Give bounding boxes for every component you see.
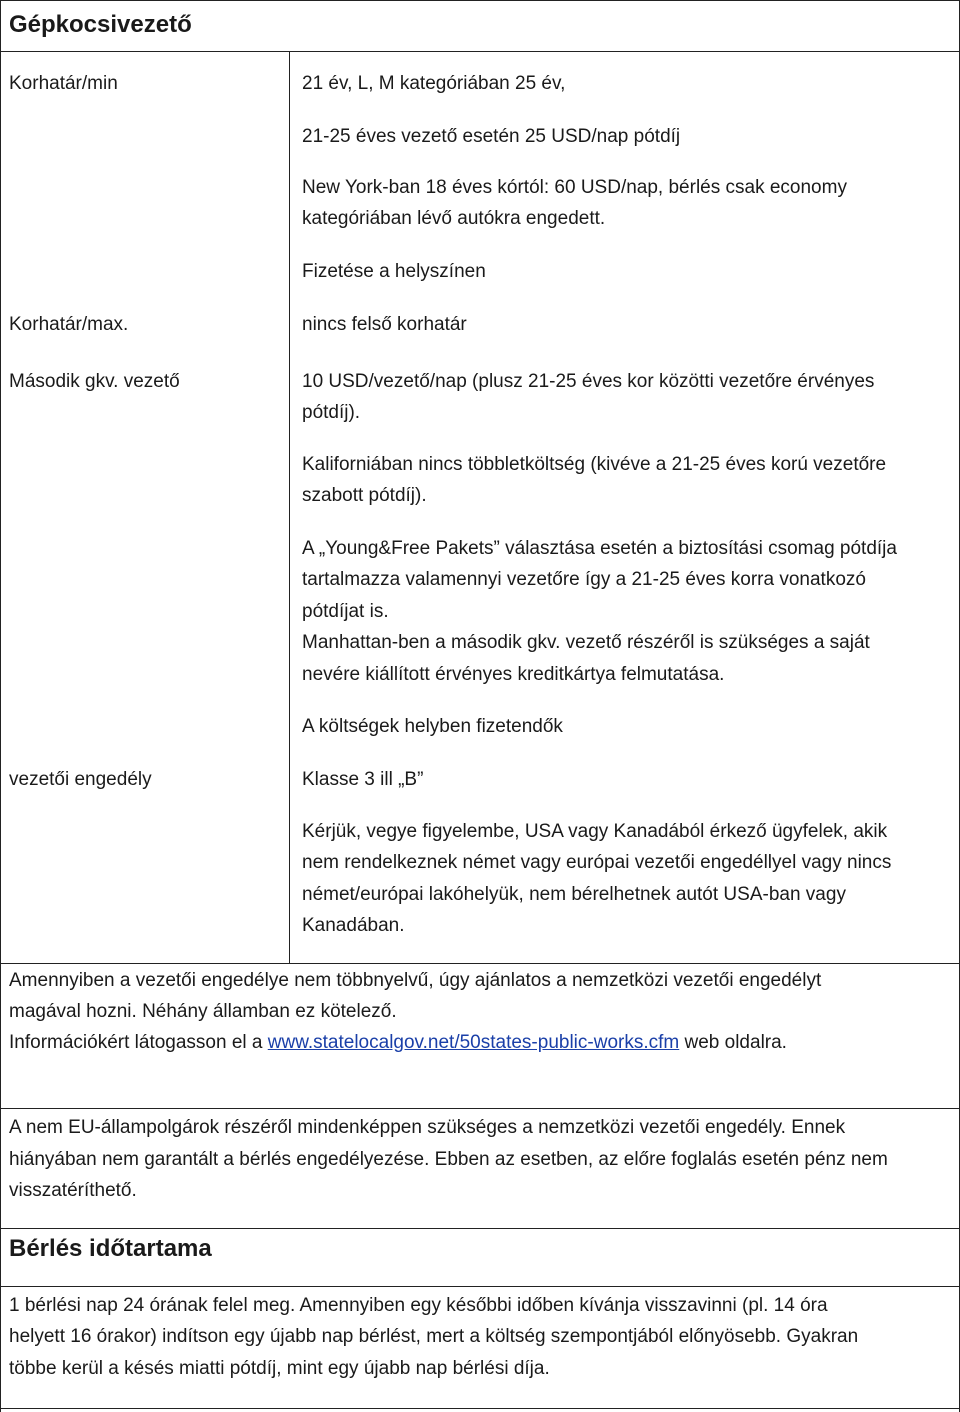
statelocalgov-link[interactable]: www.statelocalgov.net/50states-public-works.cfm bbox=[267, 1032, 680, 1053]
min-age-line-2: 21-25 éves vezető esetén 25 USD/nap pótdíj bbox=[302, 126, 681, 147]
min-age-line-3: New York-ban 18 éves kórtól: 60 USD/nap, bérlés csak economy bbox=[302, 177, 847, 198]
second-driver-p3-line-1: A „Young&Free Pakets” választása esetén a biztosítási csomag pótdíja bbox=[302, 538, 897, 559]
license-note-line-3: német/európai lakóhelyük, nem bérelhetnek autót USA-ban vagy bbox=[302, 884, 846, 905]
second-driver-p1-line-1: 10 USD/vezető/nap (plusz 21-25 éves kor közötti vezetőre érvényes bbox=[302, 371, 875, 392]
section-title-driver: Gépkocsivezető bbox=[9, 11, 192, 38]
second-driver-p2-line-2: szabott pótdíj). bbox=[302, 485, 427, 506]
second-driver-p3-line-2: tartalmazza valamennyi vezetőre így a 21-25 éves korra vonatkozó bbox=[302, 569, 866, 590]
max-age-value: nincs felső korhatár bbox=[302, 314, 467, 335]
section2-title-divider bbox=[0, 1286, 960, 1287]
min-age-line-5: Fizetése a helyszínen bbox=[302, 261, 486, 282]
table-bottom-divider bbox=[0, 963, 960, 964]
intl-line-3-suffix: web oldalra. bbox=[679, 1032, 787, 1053]
intl-line-1: Amennyiben a vezetői engedélye nem többnyelvű, úgy ajánlatos a nemzetközi vezetői engedélyt bbox=[9, 970, 822, 991]
second-driver-p4: A költségek helyben fizetendők bbox=[302, 716, 563, 737]
rental-line-3: többe kerül a késés miatti pótdíj, mint egy újabb nap bérlési díja. bbox=[9, 1358, 550, 1379]
second-driver-p1-line-2: pótdíj). bbox=[302, 402, 361, 423]
intl-line-2: magával hozni. Néhány államban ez kötelező. bbox=[9, 1001, 397, 1022]
non-eu-line-1: A nem EU-állampolgárok részéről mindenképpen szükséges a nemzetközi vezetői engedély. Ennek bbox=[9, 1117, 846, 1138]
non-eu-line-3: visszatéríthető. bbox=[9, 1180, 137, 1201]
section-title-rental-duration: Bérlés időtartama bbox=[9, 1235, 212, 1262]
non-eu-line-2: hiányában nem garantált a bérlés engedélyezése. Ebben az esetben, az előre foglalás esetén pénz nem bbox=[9, 1149, 888, 1170]
intl-bottom-divider bbox=[0, 1108, 960, 1109]
license-note-line-4: Kanadában. bbox=[302, 915, 405, 936]
label-min-age: Korhatár/min bbox=[9, 73, 118, 94]
license-note-line-2: nem rendelkeznek német vagy európai vezetői engedéllyel vagy nincs bbox=[302, 852, 892, 873]
min-age-line-1: 21 év, L, M kategóriában 25 év, bbox=[302, 73, 566, 94]
border-top bbox=[0, 0, 960, 1]
border-bottom bbox=[0, 1408, 960, 1409]
intl-line-3 bbox=[9, 1027, 787, 1059]
second-driver-p3-line-4: Manhattan-ben a második gkv. vezető részéről is szükséges a saját bbox=[302, 632, 870, 653]
second-driver-p3-line-5: nevére kiállított érvényes kreditkártya felmutatása. bbox=[302, 664, 725, 685]
table-column-divider bbox=[289, 51, 290, 963]
title-divider bbox=[0, 51, 960, 52]
license-note-line-1: Kérjük, vegye figyelembe, USA vagy Kanadából érkező ügyfelek, akik bbox=[302, 821, 888, 842]
license-value: Klasse 3 ill „B” bbox=[302, 769, 424, 790]
rental-line-2: helyett 16 órakor) indítson egy újabb nap bérlést, mert a költség szempontjából előnyösebb. Gyakran bbox=[9, 1326, 859, 1347]
non-eu-bottom-divider bbox=[0, 1228, 960, 1229]
label-max-age: Korhatár/max. bbox=[9, 314, 129, 335]
rental-line-1: 1 bérlési nap 24 órának felel meg. Amennyiben egy későbbi időben kívánja visszavinni (pl. 14 óra bbox=[9, 1295, 828, 1316]
label-second-driver: Második gkv. vezető bbox=[9, 371, 180, 392]
second-driver-p2-line-1: Kaliforniában nincs többletköltség (kivéve a 21-25 éves korú vezetőre bbox=[302, 454, 887, 475]
intl-line-3-prefix: Információkért látogasson el a bbox=[9, 1032, 268, 1053]
border-left bbox=[0, 0, 1, 1412]
second-driver-p3-line-3: pótdíjat is. bbox=[302, 601, 389, 622]
label-license: vezetői engedély bbox=[9, 769, 152, 790]
min-age-line-4: kategóriában lévő autókra engedett. bbox=[302, 208, 606, 229]
